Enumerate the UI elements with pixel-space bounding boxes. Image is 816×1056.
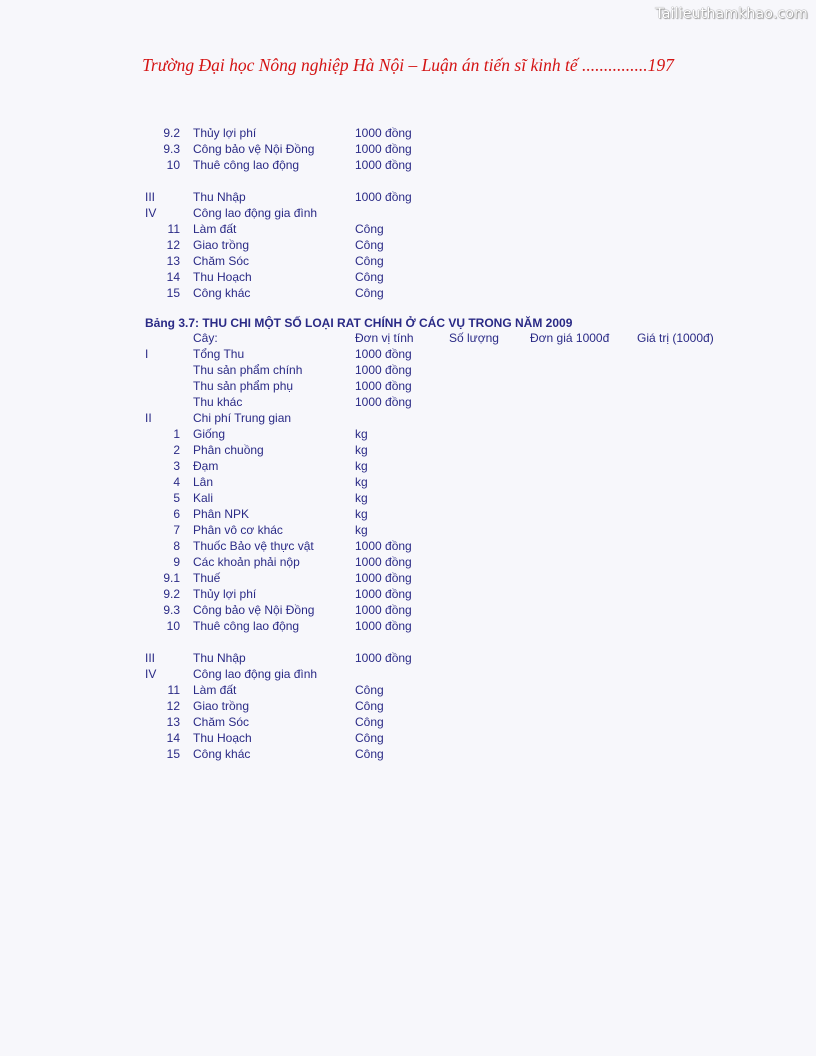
table-row [0,682,816,698]
row-label: Các khoản phải nộp [193,555,300,569]
row-label: Thủy lợi phí [193,126,257,140]
row-label: Giao trồng [193,699,250,713]
table-row [0,666,816,682]
table-row [0,269,816,285]
row-unit: kg [355,523,368,537]
row-unit: 1000 đồng [355,555,412,569]
table-row [0,522,816,538]
table-row [0,410,816,426]
row-label: Thuê công lao động [193,619,300,633]
row-number: 9.2 [163,126,180,140]
table-row [0,141,816,157]
table-row [0,602,816,618]
row-label: Giống [193,427,226,441]
row-label: Đạm [193,459,219,473]
section-numeral: III [145,190,156,204]
row-number: 6 [173,507,180,521]
spacer-row [0,634,816,650]
row-number: 12 [166,699,180,713]
page-header: Trường Đại học Nông nghiệp Hà Nội – Luận án tiến sĩ kinh tế ...............197 [142,55,674,75]
table-row [0,125,816,141]
row-label: Phân vô cơ khác [193,523,283,537]
row-label: Giao trồng [193,238,250,252]
header-unit-price: Đơn giá 1000đ [530,331,610,345]
row-number: 12 [166,238,180,252]
row-label: Thu Nhập [193,190,246,204]
cost-table-continued [0,125,816,301]
row-label: Chi phí Trung gian [193,411,292,425]
row-unit: 1000 đồng [355,571,412,585]
table-row [0,157,816,173]
table-row [0,490,816,506]
header-value: Giá trị (1000đ) [637,331,714,345]
watermark-text: Tailieuthamkhao.com [655,6,808,22]
row-number: 13 [166,715,180,729]
table-row [0,730,816,746]
table-row [0,458,816,474]
row-number: 14 [166,731,180,745]
row-number: 11 [167,222,180,236]
row-unit: Công [355,715,384,729]
row-label: Thu sản phẩm chính [193,363,303,377]
row-unit: Công [355,286,384,300]
row-unit: 1000 đồng [355,651,412,665]
row-number: 9 [173,555,180,569]
row-unit: kg [355,507,368,521]
row-unit: 1000 đồng [355,142,412,156]
table-row [0,554,816,570]
row-unit: kg [355,475,368,489]
row-unit: kg [355,459,368,473]
row-unit: Công [355,222,384,236]
row-unit: Công [355,699,384,713]
row-unit: kg [355,491,368,505]
row-label: Phân NPK [193,507,250,521]
row-label: Công bảo vệ Nội Đồng [193,603,315,617]
row-number: 15 [166,286,180,300]
table-row [0,538,816,554]
row-number: 1 [173,427,180,441]
row-number: 2 [173,443,180,457]
row-unit: 1000 đồng [355,539,412,553]
row-unit: Công [355,270,384,284]
row-label: Thuốc Bảo vệ thực vật [193,539,314,553]
table-title: Bảng 3.7: THU CHI MỘT SỐ LOẠI RAT CHÍNH Ở CÁC VỤ TRONG NĂM 2009 [145,316,573,330]
row-number: 9.2 [163,587,180,601]
section-numeral: III [145,651,156,665]
row-unit: 1000 đồng [355,587,412,601]
row-unit: 1000 đồng [355,619,412,633]
table-row [0,714,816,730]
row-label: Làm đất [193,222,237,236]
section-numeral: IV [145,206,157,220]
row-label: Thuế [193,571,221,585]
row-unit: 1000 đồng [355,126,412,140]
row-label: Thủy lợi phí [193,587,257,601]
row-unit: kg [355,427,368,441]
table-row [0,189,816,205]
row-unit: kg [355,443,368,457]
row-unit: 1000 đồng [355,603,412,617]
header-quantity: Số lượng [449,331,499,345]
row-number: 10 [166,619,180,633]
row-label: Công bảo vệ Nội Đồng [193,142,315,156]
row-label: Thu Nhập [193,651,246,665]
spacer-row [0,173,816,189]
row-label: Công lao động gia đình [193,667,318,681]
table-header-row [0,330,816,346]
section-numeral: II [145,411,152,425]
table-row [0,426,816,442]
table-row [0,362,816,378]
row-unit: 1000 đồng [355,347,412,361]
table-row [0,394,816,410]
row-label: Công lao động gia đình [193,206,318,220]
header-crop: Cây: [193,331,218,345]
table-row [0,205,816,221]
row-number: 4 [173,475,180,489]
row-number: 9.3 [163,142,180,156]
section-numeral: I [145,347,149,361]
row-label: Kali [193,491,214,505]
row-unit: 1000 đồng [355,379,412,393]
row-label: Lân [193,475,214,489]
table-row [0,618,816,634]
table-row [0,253,816,269]
row-label: Chăm Sóc [193,715,250,729]
row-unit: Công [355,731,384,745]
row-number: 5 [173,491,180,505]
row-label: Công khác [193,286,251,300]
row-number: 8 [173,539,180,553]
row-unit: 1000 đồng [355,395,412,409]
row-label: Tổng Thu [193,347,245,361]
row-label: Phân chuồng [193,443,264,457]
row-label: Công khác [193,747,251,761]
row-unit: Công [355,238,384,252]
row-number: 14 [166,270,180,284]
row-unit: 1000 đồng [355,190,412,204]
row-label: Thu khác [193,395,243,409]
table-row [0,746,816,762]
row-number: 10 [166,158,180,172]
table-row [0,586,816,602]
table-row [0,221,816,237]
table-row [0,698,816,714]
cost-table-3-7 [0,346,816,762]
row-number: 15 [166,747,180,761]
row-unit: Công [355,747,384,761]
table-row [0,237,816,253]
table-row [0,506,816,522]
row-label: Chăm Sóc [193,254,250,268]
row-unit: 1000 đồng [355,363,412,377]
row-label: Thuê công lao động [193,158,300,172]
row-unit: Công [355,254,384,268]
row-number: 11 [167,683,180,697]
row-number: 9.3 [163,603,180,617]
row-unit: Công [355,683,384,697]
table-row [0,285,816,301]
table-row [0,346,816,362]
table-row [0,378,816,394]
header-unit: Đơn vị tính [355,331,414,345]
row-number: 9.1 [163,571,180,585]
row-label: Thu sản phẩm phụ [193,379,294,393]
row-number: 7 [173,523,180,537]
table-row [0,570,816,586]
section-numeral: IV [145,667,157,681]
table-row [0,474,816,490]
row-label: Làm đất [193,683,237,697]
row-number: 3 [173,459,180,473]
row-number: 13 [166,254,180,268]
row-unit: 1000 đồng [355,158,412,172]
row-label: Thu Hoạch [193,731,252,745]
table-row [0,650,816,666]
table-row [0,442,816,458]
row-label: Thu Hoạch [193,270,252,284]
